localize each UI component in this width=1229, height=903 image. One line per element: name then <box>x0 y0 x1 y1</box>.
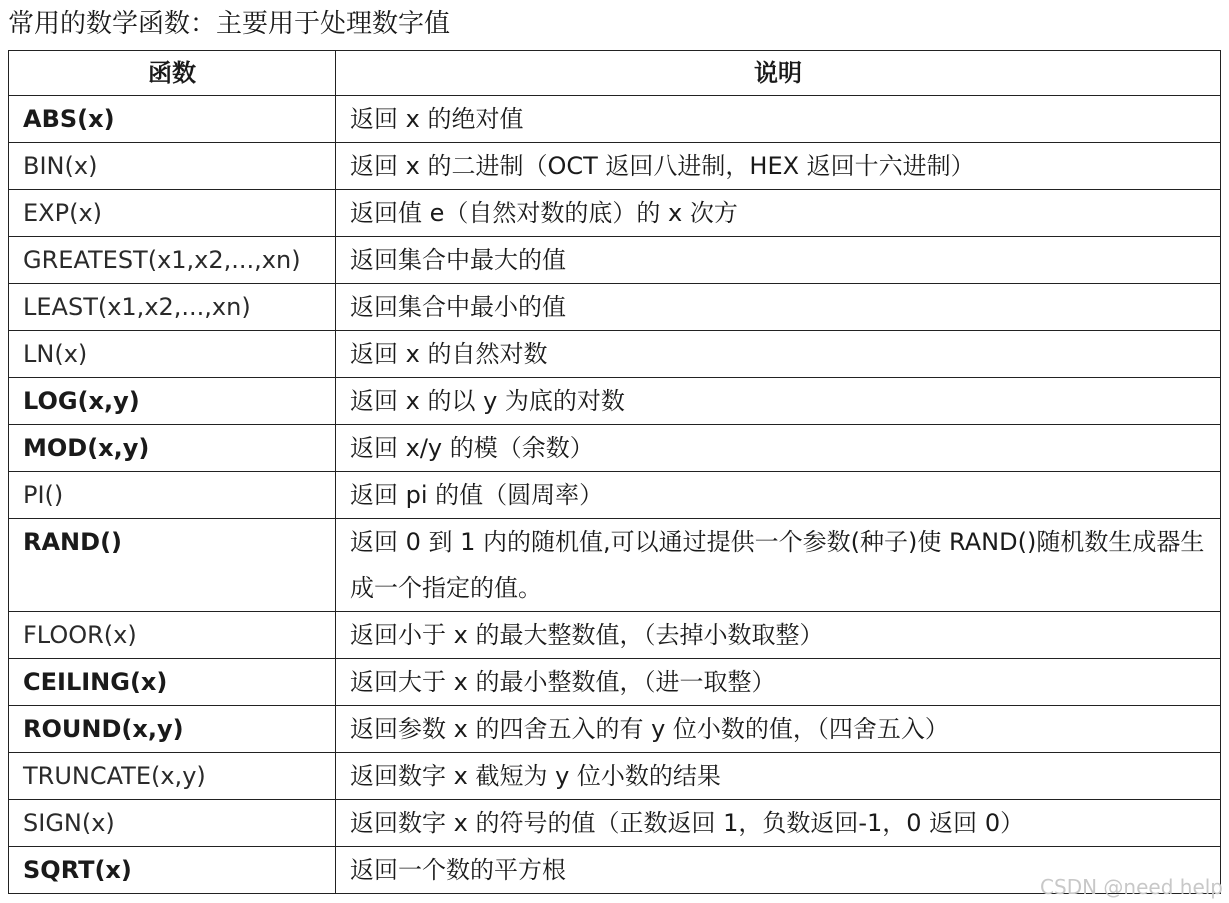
description-cell: 返回数字 x 的符号的值（正数返回 1，负数返回-1，0 返回 0） <box>336 800 1221 847</box>
description-cell: 返回值 e（自然对数的底）的 x 次方 <box>336 190 1221 237</box>
description-cell: 返回 0 到 1 内的随机值,可以通过提供一个参数(种子)使 RAND()随机数生成器生成一个指定的值。 <box>336 519 1221 612</box>
function-name-cell: CEILING(x) <box>9 659 336 706</box>
table-row <box>9 378 1221 425</box>
function-name-cell: BIN(x) <box>9 143 336 190</box>
description-cell: 返回集合中最小的值 <box>336 284 1221 331</box>
watermark: CSDN @need help <box>1040 875 1223 899</box>
function-name-cell: LEAST(x1,x2,...,xn) <box>9 284 336 331</box>
table-row <box>9 472 1221 519</box>
header-description: 说明 <box>336 51 1221 96</box>
page-caption: 常用的数学函数：主要用于处理数字值 <box>8 9 451 39</box>
table-row <box>9 331 1221 378</box>
function-name-cell: ABS(x) <box>9 96 336 143</box>
math-functions-table <box>8 50 1221 894</box>
function-name-cell: FLOOR(x) <box>9 612 336 659</box>
function-name-cell: PI() <box>9 472 336 519</box>
table-row <box>9 190 1221 237</box>
table-row <box>9 284 1221 331</box>
description-cell: 返回大于 x 的最小整数值，（进一取整） <box>336 659 1221 706</box>
description-cell: 返回数字 x 截短为 y 位小数的结果 <box>336 753 1221 800</box>
table-body <box>9 96 1221 894</box>
table-row <box>9 753 1221 800</box>
description-cell: 返回集合中最大的值 <box>336 237 1221 284</box>
function-name-cell: SQRT(x) <box>9 847 336 894</box>
description-cell: 返回参数 x 的四舍五入的有 y 位小数的值，（四舍五入） <box>336 706 1221 753</box>
table-row <box>9 847 1221 894</box>
table-row <box>9 96 1221 143</box>
function-name-cell: SIGN(x) <box>9 800 336 847</box>
function-name-cell: RAND() <box>9 519 336 612</box>
header-function: 函数 <box>9 51 336 96</box>
function-name-cell: EXP(x) <box>9 190 336 237</box>
description-cell: 返回 x 的自然对数 <box>336 331 1221 378</box>
table-row <box>9 800 1221 847</box>
description-cell: 返回 pi 的值（圆周率） <box>336 472 1221 519</box>
function-name-cell: LOG(x,y) <box>9 378 336 425</box>
description-cell: 返回 x 的以 y 为底的对数 <box>336 378 1221 425</box>
table-row <box>9 519 1221 612</box>
function-name-cell: ROUND(x,y) <box>9 706 336 753</box>
table-header-row <box>9 51 1221 96</box>
description-cell: 返回 x 的二进制（OCT 返回八进制，HEX 返回十六进制） <box>336 143 1221 190</box>
table-row <box>9 425 1221 472</box>
table-row <box>9 143 1221 190</box>
function-name-cell: LN(x) <box>9 331 336 378</box>
function-name-cell: TRUNCATE(x,y) <box>9 753 336 800</box>
table-row <box>9 659 1221 706</box>
table-row <box>9 612 1221 659</box>
function-name-cell: MOD(x,y) <box>9 425 336 472</box>
description-cell: 返回一个数的平方根 <box>336 847 1221 894</box>
table-row <box>9 237 1221 284</box>
description-cell: 返回 x/y 的模（余数） <box>336 425 1221 472</box>
description-cell: 返回小于 x 的最大整数值，（去掉小数取整） <box>336 612 1221 659</box>
function-name-cell: GREATEST(x1,x2,...,xn) <box>9 237 336 284</box>
description-cell: 返回 x 的绝对值 <box>336 96 1221 143</box>
table-row <box>9 706 1221 753</box>
